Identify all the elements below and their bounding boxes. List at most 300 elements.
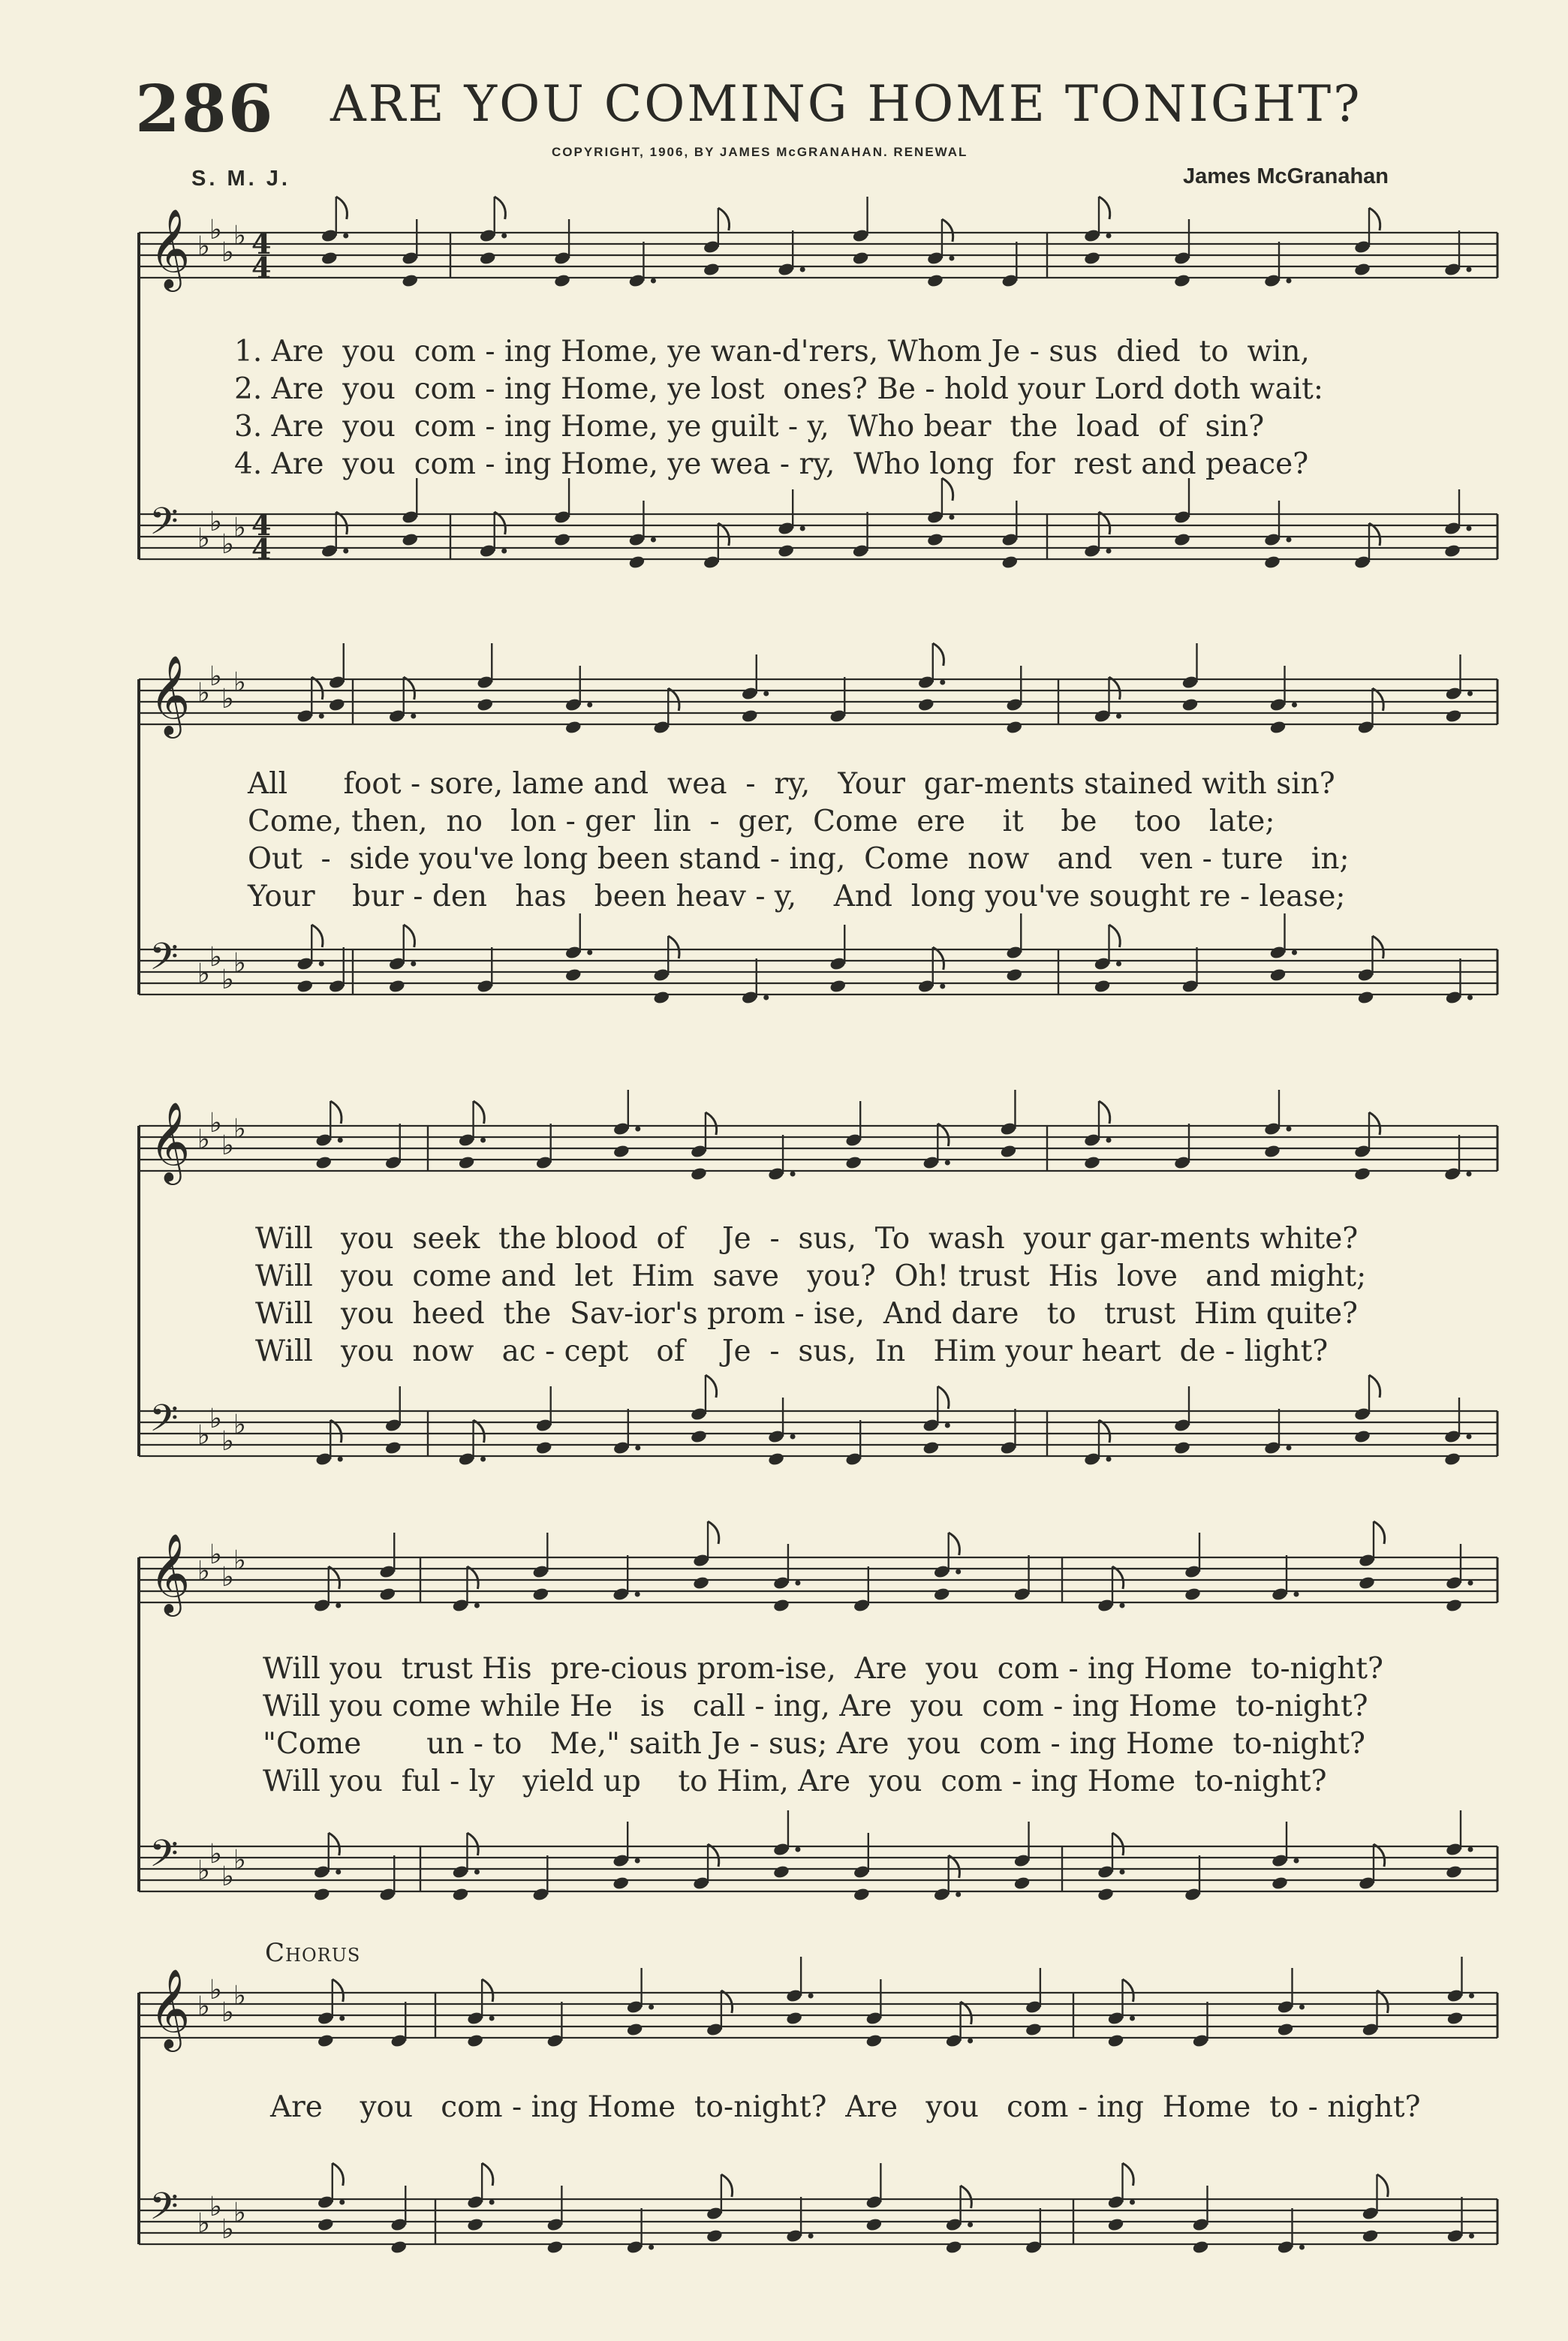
- note-dot: [1468, 1847, 1473, 1852]
- note-head: [922, 1440, 940, 1455]
- verse-line: Are you com - ing Home to-night? Are you com - ing Home to - night?: [270, 2090, 1421, 2124]
- note-head: [692, 1575, 710, 1590]
- note-flag: [333, 1979, 344, 2002]
- note-head: [476, 697, 494, 712]
- note-head: [388, 979, 406, 994]
- key-signature-flat: ♭: [221, 1130, 234, 1161]
- note-head: [1192, 2240, 1210, 2255]
- note-flag: [706, 1375, 717, 1398]
- note-head: [703, 262, 721, 277]
- note-head: [777, 543, 795, 558]
- note-head: [1173, 1440, 1191, 1455]
- note-head: [772, 1864, 790, 1879]
- note-flag: [495, 512, 506, 534]
- verse-line: Your bur - den has been heav - y, And long you've sought re - lease;: [248, 880, 1346, 913]
- note-head: [706, 2228, 724, 2243]
- note-dot: [1467, 267, 1472, 272]
- note-dot: [1469, 1993, 1474, 1999]
- note-head: [553, 532, 571, 547]
- verse-line: Out - side you've long been stand - ing, Come now and ven - ture in;: [248, 842, 1350, 876]
- note-head: [1173, 273, 1191, 288]
- key-signature-flat: ♭: [233, 221, 246, 251]
- note-head: [945, 2240, 963, 2255]
- key-signature-flat: ♭: [197, 1855, 210, 1886]
- note-head: [741, 709, 759, 724]
- note-dot: [1294, 1858, 1299, 1864]
- key-signature-flat: ♭: [197, 958, 210, 989]
- note-flag: [1123, 1979, 1134, 2002]
- note-head: [1445, 1598, 1463, 1613]
- note-dot: [1287, 278, 1292, 284]
- key-signature-flat: ♭: [221, 1861, 234, 1892]
- treble-clef: 𝄞: [149, 208, 191, 288]
- note-head: [1000, 1144, 1018, 1159]
- note-flag: [1373, 936, 1384, 958]
- note-flag: [949, 1533, 960, 1555]
- note-flag: [404, 677, 415, 700]
- note-head: [401, 273, 419, 288]
- note-flag: [942, 219, 953, 242]
- hymn-title: ARE YOU COMING HOME TONIGHT?: [330, 75, 1362, 133]
- key-signature-flat: ♭: [233, 1981, 246, 2012]
- note-dot: [649, 2005, 654, 2010]
- note-dot: [949, 515, 954, 520]
- note-head: [1357, 990, 1375, 1005]
- note-dot: [763, 691, 769, 697]
- note-head: [452, 1887, 470, 1902]
- note-dot: [1120, 1870, 1125, 1875]
- note-head: [1107, 2033, 1125, 2048]
- note-head: [1097, 1887, 1115, 1902]
- key-signature-flat: ♭: [209, 2192, 222, 2222]
- note-dot: [411, 714, 416, 719]
- note-dot: [1469, 2234, 1474, 2239]
- note-dot: [1116, 961, 1121, 967]
- note-flag: [329, 1566, 340, 1589]
- note-head: [926, 532, 944, 547]
- note-flag: [329, 1833, 340, 1855]
- note-head: [1107, 2217, 1125, 2232]
- note-head: [1445, 709, 1463, 724]
- note-flag: [1369, 523, 1380, 546]
- note-flag: [708, 1521, 719, 1544]
- note-head: [626, 2022, 644, 2037]
- bass-clef: 𝄢: [149, 2185, 179, 2237]
- note-dot: [1116, 714, 1121, 719]
- note-flag: [1369, 208, 1380, 230]
- note-dot: [795, 1581, 800, 1586]
- note-flag: [1109, 925, 1121, 947]
- note-dot: [949, 256, 954, 261]
- note-head: [1184, 1587, 1202, 1602]
- note-flag: [718, 523, 730, 546]
- key-signature-flat: ♭: [209, 661, 222, 692]
- note-dot: [800, 267, 805, 272]
- note-dot: [651, 537, 656, 543]
- note-head: [1025, 2022, 1043, 2037]
- treble-clef: 𝄞: [149, 1968, 191, 2048]
- note-dot: [649, 2245, 654, 2250]
- note-head: [926, 273, 944, 288]
- note-head: [564, 720, 582, 735]
- verse-line: 3. Are you com - ing Home, ye guilt - y, Who bear the load of sin?: [234, 410, 1265, 444]
- key-signature-flat: ♭: [221, 964, 234, 995]
- note-dot: [1130, 2016, 1135, 2021]
- note-dot: [945, 1423, 950, 1428]
- note-flag: [495, 197, 506, 219]
- note-head: [933, 1587, 951, 1602]
- note-flag: [1109, 677, 1121, 700]
- note-flag: [708, 1844, 719, 1867]
- note-head: [384, 1440, 402, 1455]
- note-dot: [1467, 1172, 1472, 1177]
- note-head: [1445, 1864, 1463, 1879]
- note-dot: [474, 1870, 480, 1875]
- note-head: [1005, 967, 1023, 982]
- composer-credit: James McGranahan: [1183, 164, 1389, 188]
- verse-line: Will you trust His pre-cious prom-ise, Are you com - ing Home to-night?: [263, 1652, 1383, 1686]
- key-signature-flat: ♭: [233, 1410, 246, 1440]
- lyricist-credit: S. M. J.: [191, 167, 290, 191]
- note-dot: [489, 2016, 495, 2021]
- note-head: [546, 2240, 564, 2255]
- key-signature-flat: ♭: [209, 507, 222, 537]
- note-dot: [940, 984, 945, 989]
- note-dot: [474, 1603, 480, 1608]
- verse-line: 2. Are you com - ing Home, ye lost ones? Be - hold your Lord doth wait:: [234, 372, 1323, 406]
- hymn-number: 286: [135, 71, 275, 147]
- note-head: [390, 2240, 408, 2255]
- note-head: [535, 1440, 553, 1455]
- key-signature-flat: ♭: [209, 1539, 222, 1570]
- note-dot: [651, 278, 656, 284]
- key-signature-flat: ♭: [233, 667, 246, 698]
- note-flag: [333, 2163, 344, 2186]
- note-head: [1173, 532, 1191, 547]
- key-signature-flat: ♭: [221, 2214, 234, 2245]
- note-flag: [482, 2163, 493, 2186]
- note-flag: [1369, 1375, 1380, 1398]
- note-head: [1446, 2011, 1464, 2026]
- verse-line: Will you come and let Him save you? Oh! trust His love and might;: [255, 1259, 1367, 1293]
- verse-line: Will you heed the Sav-ior's prom - ise, And dare to trust Him quite?: [255, 1297, 1358, 1331]
- note-flag: [668, 688, 679, 711]
- note-dot: [800, 526, 805, 531]
- note-flag: [330, 1101, 342, 1124]
- note-flag: [706, 1112, 717, 1135]
- note-dot: [338, 1457, 343, 1462]
- note-head: [852, 251, 870, 266]
- note-head: [1263, 1144, 1281, 1159]
- note-flag: [1112, 1566, 1124, 1589]
- note-head: [1181, 697, 1199, 712]
- key-signature-flat: ♭: [209, 215, 222, 245]
- lyrics-block-1: [0, 335, 1568, 485]
- note-head: [553, 273, 571, 288]
- note-flag: [474, 1420, 485, 1443]
- note-head: [612, 1876, 630, 1891]
- treble-clef: 𝄞: [149, 654, 191, 735]
- note-flag: [1374, 1844, 1385, 1867]
- note-flag: [311, 925, 323, 947]
- note-flag: [937, 1386, 949, 1409]
- note-dot: [336, 1603, 341, 1608]
- note-head: [1443, 543, 1461, 558]
- copyright-notice: COPYRIGHT, 1906, BY JAMES McGRANAHAN. RENEWAL: [552, 145, 968, 159]
- note-dot: [795, 1847, 800, 1852]
- note-head: [1269, 720, 1287, 735]
- note-dot: [480, 1457, 486, 1462]
- note-head: [317, 2217, 335, 2232]
- note-flag: [937, 1124, 949, 1146]
- verse-line: Will you seek the blood of Je - sus, To wash your gar-ments white?: [255, 1222, 1359, 1256]
- note-head: [564, 967, 582, 982]
- key-signature-flat: ♭: [221, 237, 234, 268]
- key-signature-flat: ♭: [233, 948, 246, 979]
- note-head: [1001, 555, 1019, 570]
- time-signature: 4: [251, 227, 272, 260]
- note-dot: [808, 1993, 814, 1999]
- key-signature-flat: ♭: [233, 1545, 246, 1576]
- bass-clef: 𝄢: [149, 1397, 179, 1449]
- note-dot: [1467, 526, 1472, 531]
- key-signature-flat: ♭: [233, 513, 246, 543]
- key-signature-flat: ♭: [233, 1845, 246, 1876]
- note-head: [865, 2217, 883, 2232]
- key-signature-flat: ♭: [197, 678, 210, 709]
- verse-line: 4. Are you com - ing Home, ye wea - ry, Who long for rest and peace?: [234, 447, 1309, 481]
- note-head: [313, 1887, 331, 1902]
- note-flag: [1099, 512, 1110, 534]
- note-dot: [945, 1160, 950, 1166]
- note-dot: [790, 1172, 796, 1177]
- note-flag: [933, 947, 944, 970]
- note-head: [690, 1166, 708, 1181]
- note-dot: [635, 1127, 640, 1132]
- note-flag: [467, 1833, 478, 1855]
- bass-clef: 𝄢: [149, 1832, 179, 1885]
- key-signature-flat: ♭: [221, 684, 234, 715]
- note-dot: [635, 1592, 640, 1597]
- note-dot: [940, 680, 945, 685]
- note-head: [466, 2217, 484, 2232]
- note-head: [853, 1887, 871, 1902]
- note-dot: [956, 1569, 961, 1575]
- key-signature-flat: ♭: [221, 1997, 234, 2028]
- note-head: [767, 1452, 785, 1467]
- bass-clef: 𝄢: [149, 935, 179, 988]
- key-signature-flat: ♭: [197, 523, 210, 554]
- note-flag: [1373, 688, 1384, 711]
- key-signature-flat: ♭: [197, 2208, 210, 2239]
- note-head: [1353, 262, 1371, 277]
- note-dot: [501, 549, 507, 554]
- note-flag: [482, 1979, 493, 2002]
- note-flag: [467, 1566, 478, 1589]
- key-signature-flat: ♭: [221, 529, 234, 560]
- treble-clef: 𝄞: [149, 1533, 191, 1613]
- time-signature: 4: [251, 532, 272, 566]
- note-head: [1353, 1429, 1371, 1444]
- note-flag: [1099, 1420, 1110, 1443]
- note-dot: [319, 961, 324, 967]
- note-head: [466, 2033, 484, 2048]
- note-dot: [1287, 537, 1292, 543]
- note-dot: [1467, 1434, 1472, 1440]
- treble-clef: 𝄞: [149, 1101, 191, 1181]
- note-dot: [1120, 1603, 1125, 1608]
- note-flag: [336, 197, 348, 219]
- verse-line: 1. Are you com - ing Home, ye wan-d'rers, Whom Je - sus died to win,: [234, 335, 1310, 369]
- note-dot: [1287, 1127, 1292, 1132]
- note-dot: [1106, 233, 1112, 239]
- note-dot: [489, 2200, 495, 2205]
- note-head: [612, 1144, 631, 1159]
- note-flag: [404, 925, 415, 947]
- key-signature-flat: ♭: [197, 1124, 210, 1155]
- note-flag: [1374, 1521, 1385, 1544]
- note-head: [315, 1155, 333, 1170]
- note-head: [690, 1429, 708, 1444]
- note-head: [785, 2011, 803, 2026]
- note-dot: [480, 1138, 486, 1143]
- note-dot: [1468, 1581, 1473, 1586]
- note-flag: [1099, 197, 1110, 219]
- note-flag: [1377, 1990, 1389, 2013]
- note-dot: [587, 703, 592, 708]
- note-head: [532, 1587, 550, 1602]
- note-dot: [319, 714, 324, 719]
- note-flag: [1123, 2163, 1134, 2186]
- note-flag: [1377, 2174, 1389, 2197]
- note-head: [328, 697, 346, 712]
- lyrics-block-2: [0, 767, 1568, 917]
- note-flag: [474, 1101, 485, 1124]
- note-head: [1362, 2228, 1380, 2243]
- key-signature-flat: ♭: [221, 1562, 234, 1593]
- note-dot: [790, 1434, 796, 1440]
- verse-line: Will you come while He is call - ing, Are you com - ing Home to-night?: [263, 1690, 1368, 1723]
- key-signature-flat: ♭: [233, 1114, 246, 1145]
- note-dot: [1287, 1446, 1292, 1451]
- note-head: [317, 2033, 335, 2048]
- note-head: [378, 1587, 396, 1602]
- note-head: [1083, 251, 1101, 266]
- lyrics-block-3: [0, 1222, 1568, 1372]
- note-flag: [330, 1420, 342, 1443]
- note-head: [865, 2033, 883, 2048]
- note-dot: [1299, 2005, 1305, 2010]
- note-dot: [343, 233, 348, 239]
- chorus-label: Chorus: [265, 1938, 361, 1968]
- lyrics-block-4: [0, 1652, 1568, 1802]
- time-signature: 4: [251, 251, 272, 284]
- note-head: [652, 990, 670, 1005]
- note-head: [1358, 1575, 1376, 1590]
- note-head: [321, 251, 339, 266]
- key-signature-flat: ♭: [197, 231, 210, 262]
- note-head: [628, 555, 646, 570]
- note-dot: [1467, 691, 1473, 697]
- note-head: [458, 1155, 476, 1170]
- note-head: [1094, 979, 1112, 994]
- note-head: [1277, 2022, 1295, 2037]
- note-head: [1083, 1155, 1101, 1170]
- note-head: [772, 1598, 790, 1613]
- key-signature-flat: ♭: [209, 1108, 222, 1139]
- verse-line: Will you now ac - cept of Je - sus, In Him your heart de - light?: [255, 1334, 1329, 1368]
- note-flag: [949, 1855, 960, 1878]
- note-dot: [763, 995, 769, 1000]
- key-signature-flat: ♭: [209, 942, 222, 973]
- key-signature-flat: ♭: [209, 1404, 222, 1434]
- note-flag: [933, 643, 944, 666]
- note-head: [844, 1155, 862, 1170]
- verse-line: Will you ful - ly yield up to Him, Are you com - ing Home to-night?: [263, 1765, 1327, 1798]
- note-flag: [721, 1990, 733, 2013]
- note-head: [401, 532, 419, 547]
- note-flag: [961, 2186, 972, 2208]
- note-dot: [1294, 1592, 1299, 1597]
- note-head: [1269, 967, 1287, 982]
- note-dot: [1292, 950, 1297, 955]
- note-dot: [1467, 995, 1473, 1000]
- note-head: [1263, 555, 1281, 570]
- note-dot: [339, 2016, 345, 2021]
- note-dot: [338, 1138, 343, 1143]
- note-dot: [1106, 1138, 1112, 1143]
- key-signature-flat: ♭: [221, 1426, 234, 1457]
- verse-line: Come, then, no lon - ger lin - ger, Come ere it be too late;: [248, 805, 1275, 838]
- note-head: [1271, 1876, 1289, 1891]
- note-flag: [1369, 1112, 1380, 1135]
- note-head: [1005, 720, 1023, 735]
- note-head: [296, 979, 314, 994]
- note-dot: [1292, 703, 1297, 708]
- note-dot: [1106, 1457, 1112, 1462]
- note-dot: [339, 2200, 345, 2205]
- note-head: [1443, 1452, 1461, 1467]
- note-dot: [956, 1892, 961, 1897]
- note-head: [479, 251, 497, 266]
- note-dot: [1130, 2200, 1135, 2205]
- note-dot: [968, 2039, 973, 2044]
- note-flag: [336, 512, 348, 534]
- note-dot: [635, 1446, 640, 1451]
- key-signature-flat: ♭: [197, 1556, 210, 1587]
- note-dot: [808, 2234, 814, 2239]
- verse-line: All foot - sore, lame and wea - ry, Your gar-ments stained with sin?: [248, 767, 1335, 801]
- note-dot: [968, 2222, 973, 2228]
- note-flag: [718, 208, 730, 230]
- note-dot: [411, 961, 416, 967]
- key-signature-flat: ♭: [209, 1839, 222, 1870]
- note-dot: [501, 233, 507, 239]
- key-signature-flat: ♭: [233, 2198, 246, 2228]
- note-dot: [635, 1858, 640, 1864]
- lyrics-block-5: [0, 2090, 1568, 2128]
- note-dot: [1299, 2245, 1305, 2250]
- note-dot: [343, 549, 348, 554]
- note-flag: [668, 936, 679, 958]
- note-flag: [311, 677, 323, 700]
- note-head: [1353, 1166, 1371, 1181]
- note-flag: [721, 2174, 733, 2197]
- key-signature-flat: ♭: [209, 1975, 222, 2005]
- note-head: [1013, 1876, 1031, 1891]
- bass-clef: 𝄢: [149, 500, 179, 552]
- note-flag: [961, 2002, 972, 2024]
